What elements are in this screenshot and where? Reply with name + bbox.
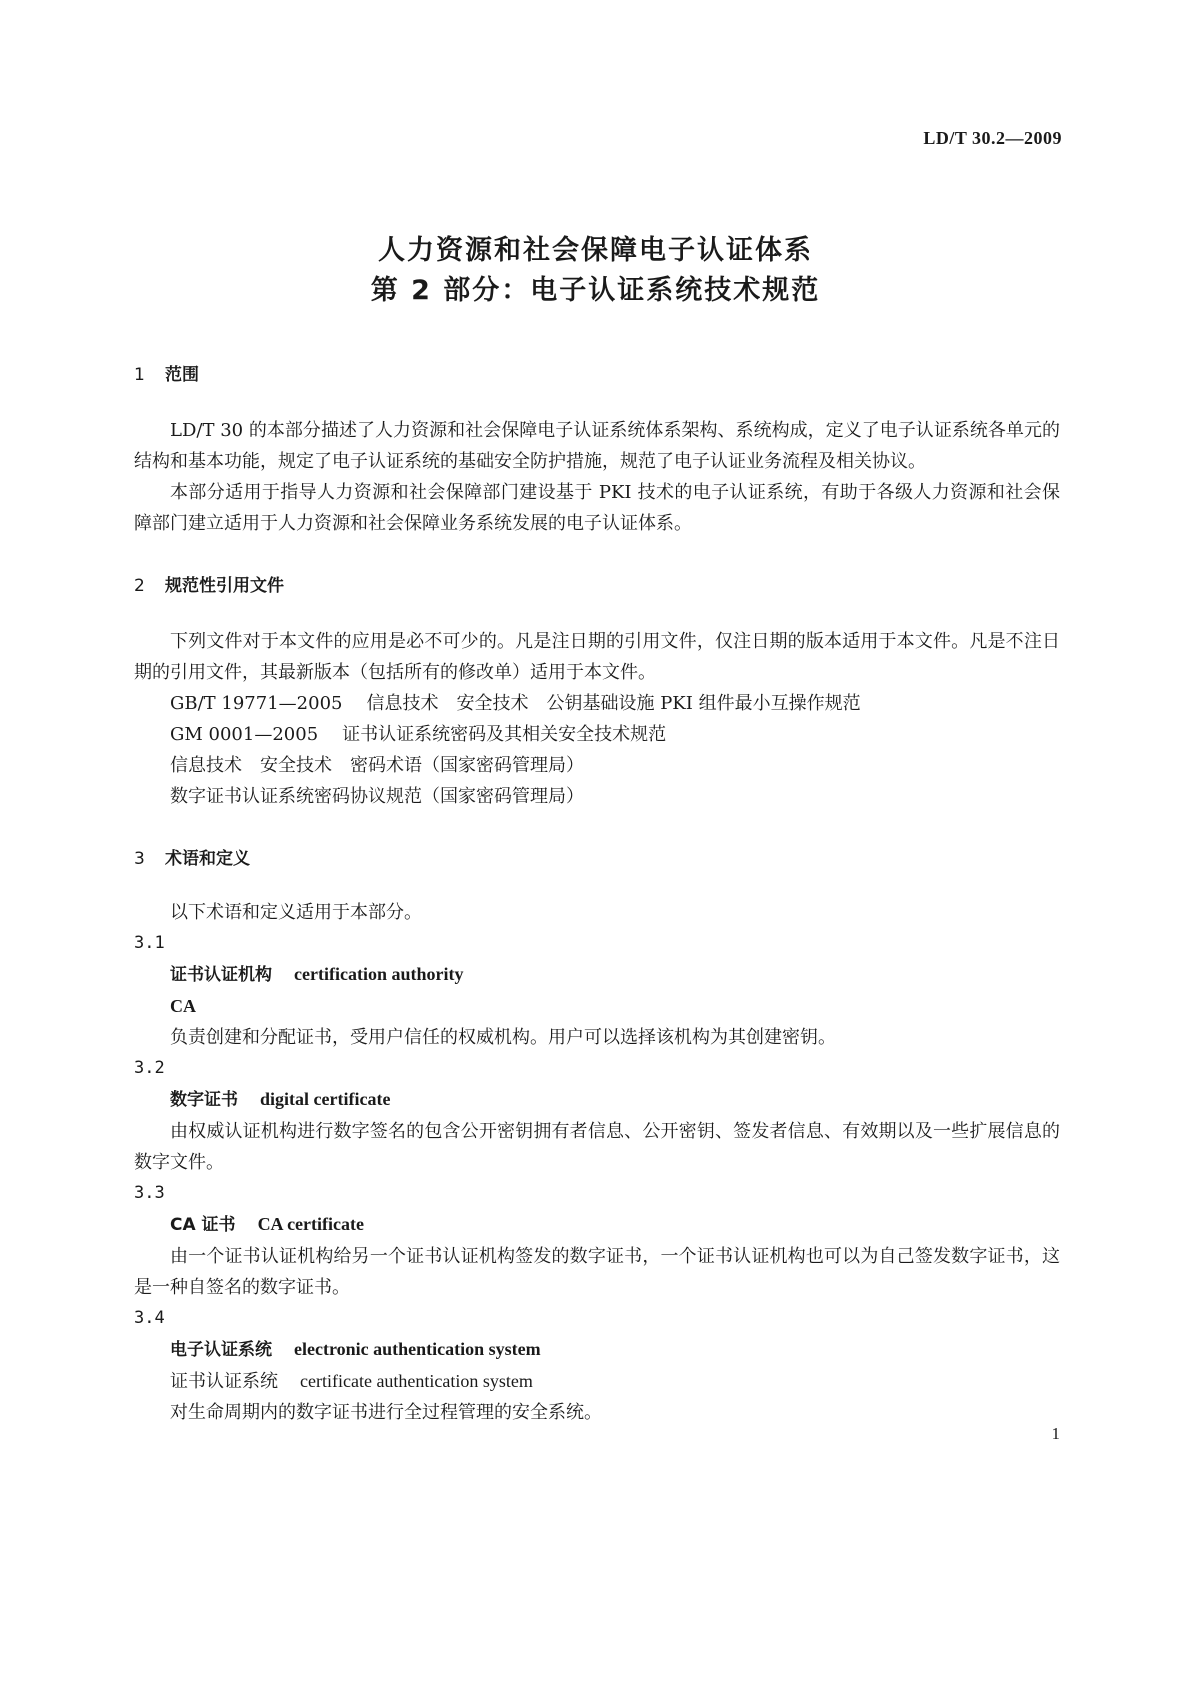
reference-item <box>134 781 1060 812</box>
term-number: 3.4 <box>134 1308 165 1328</box>
term-english: CA certificate <box>257 1214 364 1234</box>
section-1-paragraph-2: 本部分适用于指导人力资源和社会保障部门建设基于 PKI 技术的电子认证系统，有助于各级人力资源和社会保障部门建立适用于人力资源和社会保障业务系统发展的电子认证体系。 <box>134 482 1060 534</box>
document-title-line-2: 第 2 部分：电子认证系统技术规范 <box>370 275 821 306</box>
section-number: 3 <box>134 849 145 869</box>
reference-title: 信息技术 安全技术 密码术语（国家密码管理局） <box>170 755 584 776</box>
term-heading <box>134 1084 1060 1116</box>
section-2-paragraph-1: 下列文件对于本文件的应用是必不可少的。凡是注日期的引用文件，仅注日期的版本适用于本文件。凡是不注日期的引用文件，其最新版本（包括所有的修改单）适用于本文件。 <box>134 631 1060 683</box>
section-number: 1 <box>134 365 145 385</box>
term-definition: 由一个证书认证机构给另一个证书认证机构签发的数字证书，一个证书认证机构也可以为自己签发数字证书，这是一种自签名的数字证书。 <box>134 1246 1060 1298</box>
term-english: certification authority <box>294 964 464 984</box>
term-chinese: 电子认证系统 <box>170 1340 272 1360</box>
section-3-heading <box>134 844 1060 875</box>
term-heading <box>134 1334 1060 1366</box>
reference-code: GB/T 19771—2005 <box>170 693 343 714</box>
reference-title: 证书认证系统密码及其相关安全技术规范 <box>342 724 667 745</box>
term-number: 3.1 <box>134 933 165 953</box>
term-alternate-chinese: 证书认证系统 <box>170 1371 278 1392</box>
section-3-intro: 以下术语和定义适用于本部分。 <box>170 902 422 923</box>
term-chinese: 数字证书 <box>170 1090 238 1110</box>
term-definition: 负责创建和分配证书，受用户信任的权威机构。用户可以选择该机构为其创建密钥。 <box>170 1027 836 1048</box>
reference-code: GM 0001—2005 <box>170 724 319 745</box>
term-english: digital certificate <box>260 1089 391 1109</box>
section-title: 规范性引用文件 <box>165 576 284 596</box>
reference-title: 数字证书认证系统密码协议规范（国家密码管理局） <box>170 786 584 807</box>
term-alternate <box>134 1366 1060 1397</box>
term-number: 3.3 <box>134 1183 165 1203</box>
term-alternate-english: certificate authentication system <box>300 1371 533 1391</box>
reference-item <box>134 719 1060 750</box>
term-heading <box>134 959 1060 991</box>
term-abbreviation-line <box>134 991 1060 1022</box>
section-1-heading <box>134 360 1060 391</box>
term-chinese: 证书认证机构 <box>170 965 272 985</box>
document-title-line-1: 人力资源和社会保障电子认证体系 <box>378 235 813 266</box>
term-english: electronic authentication system <box>294 1339 541 1359</box>
term-definition: 由权威认证机构进行数字签名的包含公开密钥拥有者信息、公开密钥、签发者信息、有效期以及一些扩展信息的数字文件。 <box>134 1121 1060 1173</box>
section-title: 术语和定义 <box>165 849 250 869</box>
term-definition: 对生命周期内的数字证书进行全过程管理的安全系统。 <box>170 1402 602 1423</box>
term-number: 3.2 <box>134 1058 165 1078</box>
section-number: 2 <box>134 576 145 596</box>
section-2-heading <box>134 571 1060 602</box>
term-abbreviation: CA <box>170 996 196 1016</box>
term-chinese: CA 证书 <box>170 1215 236 1235</box>
document-code: LD/T 30.2—2009 <box>923 128 1062 148</box>
document-body <box>134 360 1060 1428</box>
reference-item <box>134 688 1060 719</box>
term-heading <box>134 1209 1060 1241</box>
section-title: 范围 <box>165 365 199 385</box>
section-1-paragraph-1: LD/T 30 的本部分描述了人力资源和社会保障电子认证系统体系架构、系统构成，定义了电子认证系统各单元的结构和基本功能，规定了电子认证系统的基础安全防护措施，规范了电子认证业务流程及相关协议。 <box>134 420 1060 472</box>
page-number: 1 <box>1051 1424 1060 1443</box>
reference-title: 信息技术 安全技术 公钥基础设施 PKI 组件最小互操作规范 <box>366 693 861 714</box>
reference-item <box>134 750 1060 781</box>
